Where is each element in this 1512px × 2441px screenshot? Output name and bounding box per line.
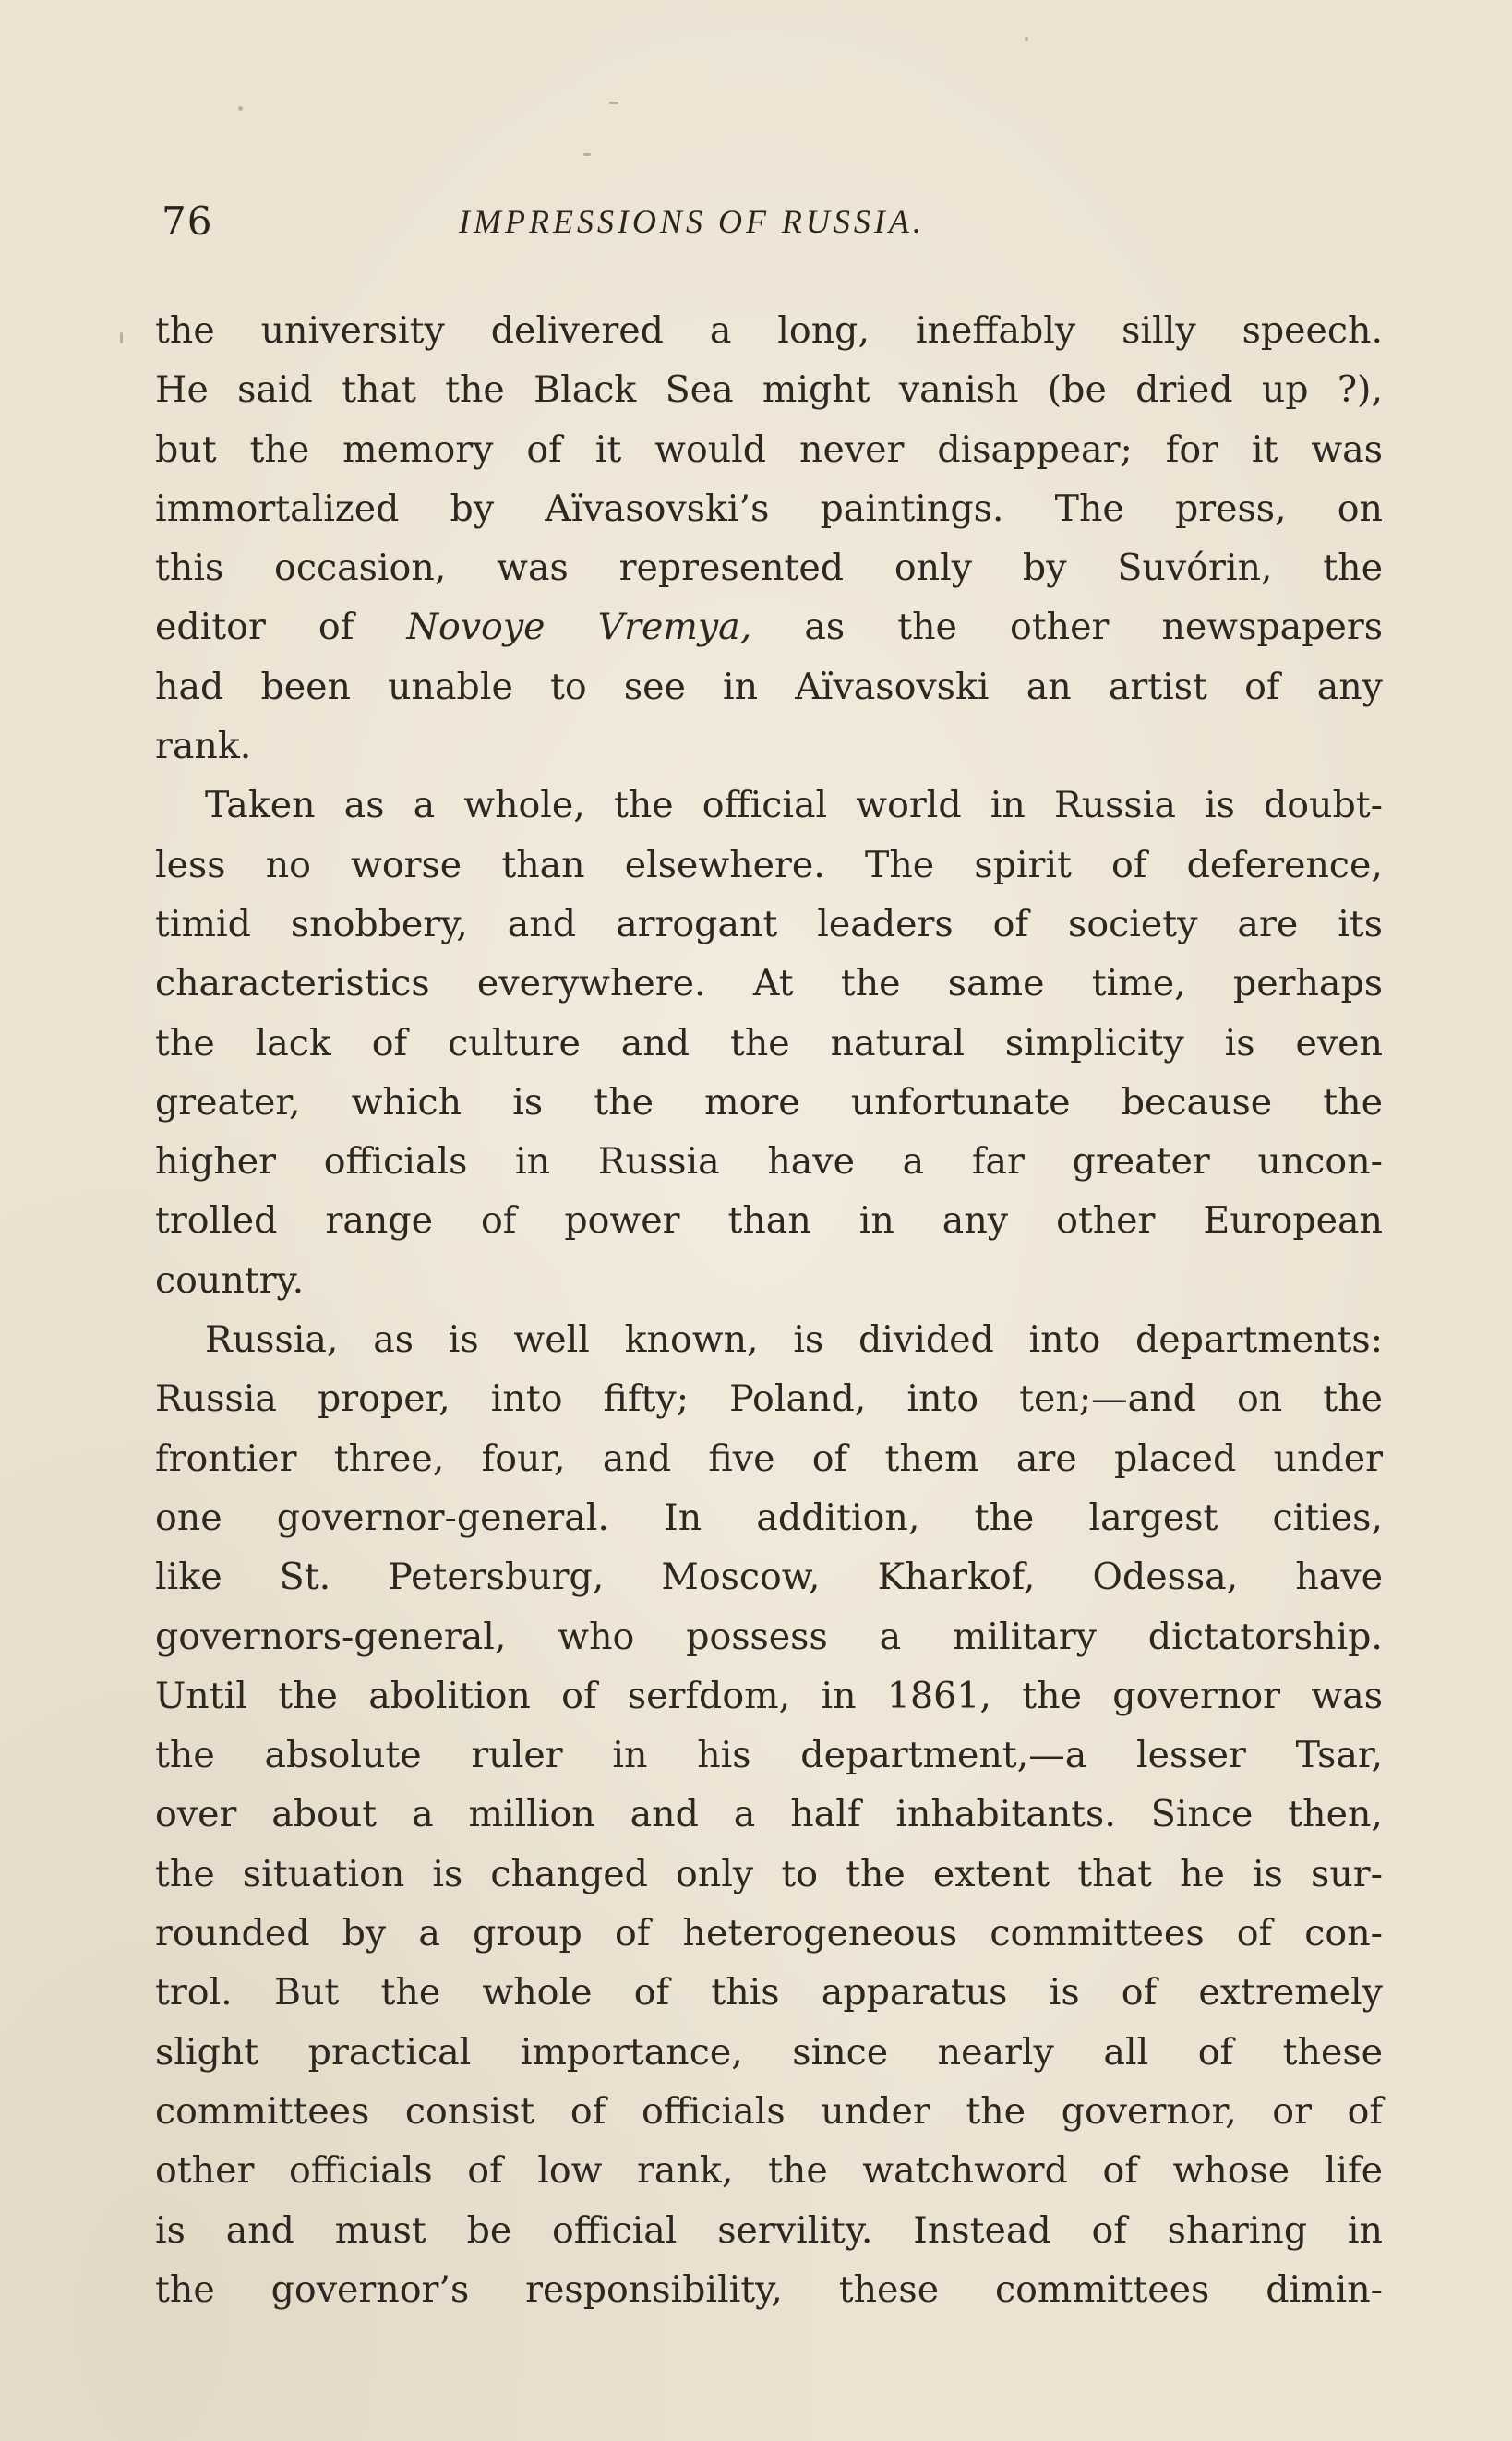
text-run: as the other newspapers: [751, 606, 1383, 649]
paper-speck: [609, 102, 618, 104]
text-line: Russia proper, into fifty; Poland, into ten;—and on the: [155, 1377, 1383, 1421]
text-line: trolled range of power than in any other European: [155, 1199, 1383, 1243]
text-line: characteristics everywhere. At the same time, perhaps: [155, 962, 1383, 1005]
text-line: other officials of low rank, the watchword of whose life: [155, 2149, 1383, 2193]
text-line: this occasion, was represented only by Suvórin, the: [155, 547, 1383, 590]
text-line: rank.: [155, 725, 252, 768]
text-line: greater, which is the more unfortunate because the: [155, 1080, 1383, 1124]
text-line: the absolute ruler in his department,—a lesser Tsar,: [155, 1734, 1383, 1777]
running-title: IMPRESSIONS OF RUSSIA.: [459, 203, 925, 240]
text-line: country.: [155, 1258, 305, 1302]
text-line: higher officials in Russia have a far greater uncon-: [155, 1140, 1383, 1184]
text-line: the university delivered a long, ineffably silly speech.: [155, 309, 1383, 352]
text-line: the governor’s responsibility, these committees dimin-: [155, 2267, 1383, 2311]
paper-speck: [238, 106, 243, 111]
text-line: one governor-general. In addition, the largest cities,: [155, 1496, 1383, 1539]
text-line: had been unable to see in Aïvasovski an artist of any: [155, 665, 1383, 708]
newspaper-title: Novoye Vremya,: [406, 606, 752, 649]
text-line: Taken as a whole, the official world in Russia is doubt-: [205, 784, 1383, 827]
page-header: [162, 189, 1380, 254]
paper-speck: [583, 153, 591, 156]
text-line: but the memory of it would never disappear; for it was: [155, 427, 1383, 471]
text-line: timid snobbery, and arrogant leaders of society are its: [155, 902, 1383, 945]
text-line: the situation is changed only to the extent that he is sur-: [155, 1852, 1383, 1895]
text-line: slight practical importance, since nearly all of these: [155, 2030, 1383, 2074]
text-line: like St. Petersburg, Moscow, Kharkof, Odessa, have: [155, 1556, 1383, 1599]
text-line: governors-general, who possess a military dictatorship.: [155, 1615, 1383, 1658]
paper-speck: [1025, 37, 1028, 41]
text-line: [155, 597, 1383, 656]
paper-speck: [120, 332, 123, 343]
text-line: Russia, as is well known, is divided into departments:: [205, 1318, 1383, 1362]
text-line: He said that the Black Sea might vanish (be dried up ?),: [155, 368, 1383, 412]
text-line: trol. But the whole of this apparatus is of extremely: [155, 1971, 1383, 2014]
text-line: over about a million and a half inhabitants. Since then,: [155, 1793, 1383, 1836]
body-text: [155, 301, 1383, 2319]
text-line: less no worse than elsewhere. The spirit of deference,: [155, 843, 1383, 886]
text-line: committees consist of officials under the governor, or of: [155, 2089, 1383, 2133]
text-line: rounded by a group of heterogeneous committees of con-: [155, 1912, 1383, 1955]
text-line: frontier three, four, and five of them are placed under: [155, 1437, 1383, 1480]
text-run: editor of: [155, 606, 407, 649]
page-number: 76: [162, 198, 213, 244]
text-line: is and must be official servility. Instead of sharing in: [155, 2208, 1383, 2252]
text-line: immortalized by Aïvasovski’s paintings. The press, on: [155, 487, 1383, 530]
text-line: Until the abolition of serfdom, in 1861, the governor was: [155, 1674, 1383, 1717]
text-line: the lack of culture and the natural simplicity is even: [155, 1021, 1383, 1064]
